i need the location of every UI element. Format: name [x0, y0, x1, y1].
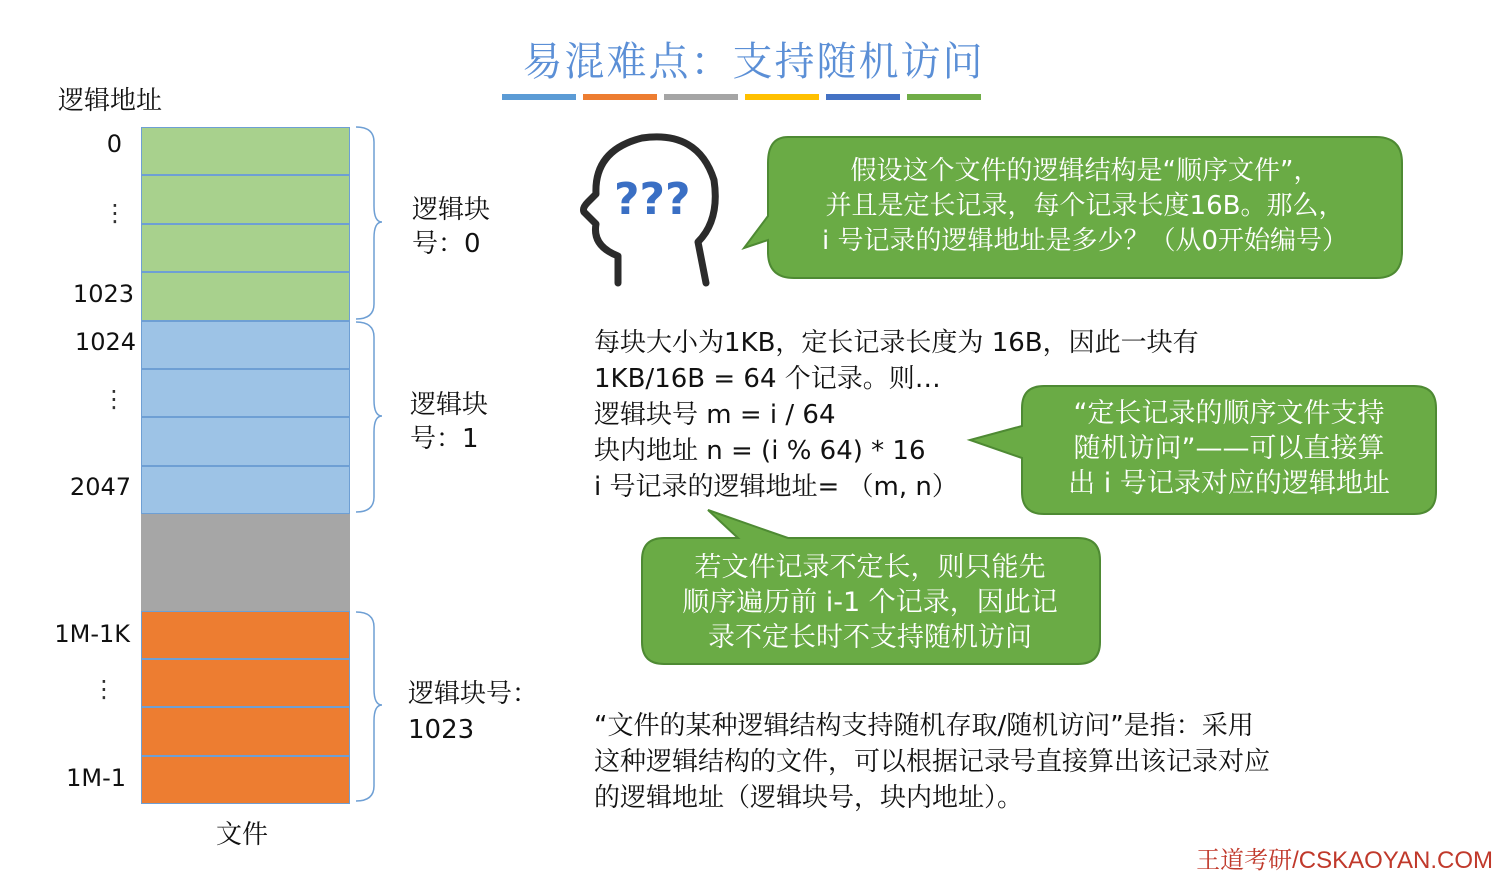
title-bar-6 — [907, 94, 981, 100]
calc-line-4: 块内地址 n = (i % 64) * 16 — [594, 436, 926, 466]
block-braces — [352, 124, 388, 808]
block-0-label-line2: 号：0 — [412, 229, 481, 259]
block-last-label — [408, 676, 538, 748]
ellipsis-1: ⋮ — [103, 199, 127, 227]
record-slot-blue-3 — [141, 417, 350, 466]
question-bubble — [772, 154, 1398, 259]
brace-block-0 — [356, 127, 382, 319]
block-1-label-line1: 逻辑块 — [410, 390, 489, 420]
title-bar-1 — [502, 94, 576, 100]
calc-line-5: i 号记录的逻辑地址= （m, n） — [594, 472, 958, 502]
block-last-label-line2: 1023 — [408, 715, 475, 745]
variable-line-1: 若文件记录不定长，则只能先 — [694, 552, 1046, 583]
variable-line-2: 顺序遍历前 i-1 个记录，因此记 — [682, 587, 1058, 618]
logical-address-header: 逻辑地址 — [58, 86, 163, 116]
block-0-label-line1: 逻辑块 — [412, 195, 491, 225]
svg-text:???: ??? — [614, 174, 691, 225]
address-0: 0 — [106, 130, 122, 158]
conclusion-line-2: 随机访问”——可以直接算 — [1073, 433, 1385, 464]
block-1-label — [410, 388, 488, 456]
definition-block — [594, 708, 1270, 816]
record-slot-green-1 — [141, 127, 350, 175]
definition-line-2: 这种逻辑结构的文件，可以根据记录号直接算出该记录对应 — [594, 747, 1271, 777]
variable-line-3: 录不定长时不支持随机访问 — [708, 622, 1032, 653]
calc-line-3: 逻辑块号 m = i / 64 — [594, 400, 836, 430]
record-slot-orange-4 — [141, 756, 350, 804]
brace-block-1 — [356, 322, 382, 512]
record-slot-green-4 — [141, 272, 350, 321]
ellipsis-2: ⋮ — [102, 385, 126, 413]
address-1m-1k: 1M-1K — [54, 620, 130, 648]
calc-line-1: 每块大小为1KB，定长记录长度为 16B，因此一块有 — [594, 328, 1199, 358]
ellipsis-3: ⋮ — [92, 675, 116, 703]
address-1m-1: 1M-1 — [66, 764, 126, 792]
brace-block-last — [356, 612, 382, 801]
address-2047: 2047 — [69, 473, 131, 501]
address-1023: 1023 — [72, 280, 134, 308]
conclusion-line-1: “定长记录的顺序文件支持 — [1073, 398, 1385, 429]
definition-line-3: 的逻辑地址（逻辑块号，块内地址）。 — [594, 783, 1024, 813]
record-slot-blue-4 — [141, 466, 350, 514]
title-bar-3 — [664, 94, 738, 100]
record-slot-green-3 — [141, 224, 350, 272]
conclusion-line-3: 出 i 号记录对应的逻辑地址 — [1068, 468, 1390, 499]
record-slot-orange-3 — [141, 707, 350, 756]
record-slot-orange-2 — [141, 659, 350, 707]
definition-line-1: “文件的某种逻辑结构支持随机存取/随机访问”是指：采用 — [594, 711, 1254, 741]
record-slot-green-2 — [141, 175, 350, 224]
middle-gap-area — [141, 514, 350, 611]
question-line-2: 并且是定长记录，每个记录长度16B。那么， — [825, 191, 1345, 221]
page-title: 易混难点：支持随机访问 — [522, 39, 985, 85]
title-bar-2 — [583, 94, 657, 100]
block-0-label — [412, 193, 490, 261]
question-line-1: 假设这个文件的逻辑结构是“顺序文件”， — [850, 156, 1320, 186]
title-underline-bars — [502, 94, 981, 100]
block-last-label-line1: 逻辑块号： — [408, 679, 539, 709]
variable-length-bubble — [650, 550, 1090, 655]
record-slot-blue-2 — [141, 369, 350, 417]
file-label: 文件 — [216, 820, 269, 850]
record-slot-blue-1 — [141, 321, 350, 369]
block-1-label-line2: 号：1 — [410, 424, 479, 454]
conclusion-bubble — [1022, 396, 1436, 501]
address-1024: 1024 — [74, 328, 136, 356]
calc-line-2: 1KB/16B = 64 个记录。则… — [594, 364, 941, 394]
title-bar-4 — [745, 94, 819, 100]
question-line-3: i 号记录的逻辑地址是多少？（从0开始编号） — [821, 226, 1349, 256]
record-slot-orange-1 — [141, 611, 350, 659]
thinking-head-icon — [578, 128, 728, 290]
title-bar-5 — [826, 94, 900, 100]
footer-brand: 王道考研/CSKAOYAN.COM — [1196, 847, 1493, 874]
